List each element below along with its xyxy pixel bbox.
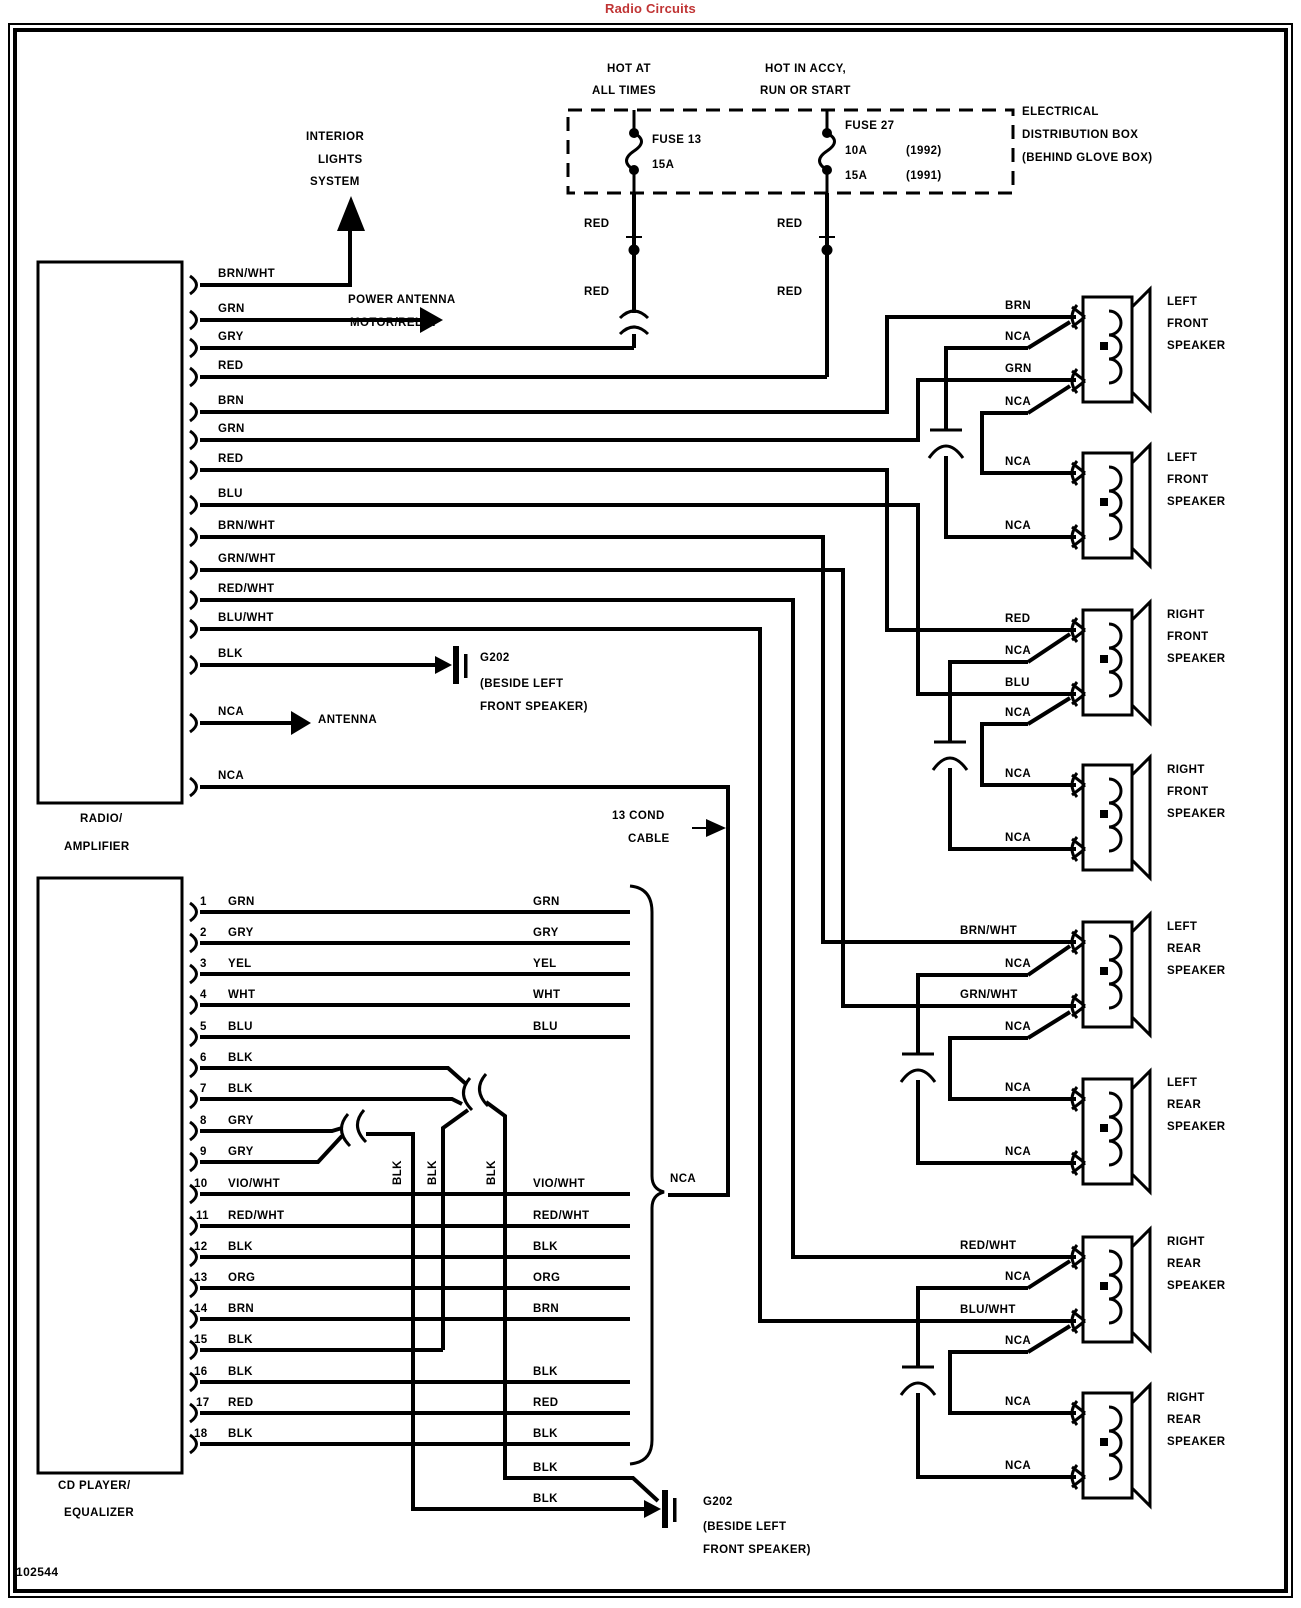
speaker-wire-color: RED: [1005, 613, 1031, 625]
power-antenna-label: MOTOR/RELAY: [350, 317, 439, 329]
hot-at-all-times-label: HOT AT: [607, 63, 651, 75]
cd-player-label: CD PLAYER/: [58, 1480, 131, 1492]
left-rear-speaker-2-icon: [1072, 1071, 1150, 1192]
speaker-label: FRONT: [1167, 786, 1209, 798]
speaker-wire-color: NCA: [1005, 331, 1032, 343]
right-front-speaker-2-icon: [1072, 757, 1150, 878]
antenna-label: ANTENNA: [318, 714, 378, 726]
inline-connector-icon: [901, 1367, 935, 1395]
speaker-label: SPEAKER: [1167, 965, 1226, 977]
g202-ground-icon: [435, 646, 468, 684]
speaker-label: FRONT: [1167, 474, 1209, 486]
radio-wire-color: BRN/WHT: [218, 520, 276, 532]
cable-wire-color: GRY: [533, 927, 559, 939]
cd-pin-number: 14: [194, 1303, 208, 1315]
speaker-label: RIGHT: [1167, 609, 1205, 621]
speaker-label: SPEAKER: [1167, 340, 1226, 352]
interior-lights-arrow-icon: [337, 196, 365, 231]
speaker-wire-color: NCA: [1005, 456, 1032, 468]
inline-connector-icon: [933, 742, 967, 770]
hot-in-accy-label: HOT IN ACCY,: [765, 63, 847, 75]
speaker-wire-color: NCA: [1005, 1146, 1032, 1158]
fuse27-year-1991: (1991): [906, 170, 942, 182]
speaker-wire-color: GRN: [1005, 363, 1032, 375]
cable-wire-color: RED/WHT: [533, 1210, 590, 1222]
cable-color-label: NCA: [670, 1173, 697, 1185]
antenna-arrow-icon: [291, 711, 311, 735]
g202-ground-icon-bottom: [644, 1490, 677, 1528]
speaker-label: SPEAKER: [1167, 1436, 1226, 1448]
distribution-box-label: DISTRIBUTION BOX: [1022, 129, 1139, 141]
page-title: Radio Circuits: [605, 1, 696, 16]
speaker-wire-color: BLU/WHT: [960, 1304, 1016, 1316]
g202-ground-label: (BESIDE LEFT: [480, 678, 564, 690]
cd-pin-number: 9: [200, 1146, 207, 1158]
power-antenna-label: POWER ANTENNA: [348, 294, 456, 306]
speaker-label: LEFT: [1167, 452, 1198, 464]
speaker-label: RIGHT: [1167, 1392, 1205, 1404]
speaker-label: SPEAKER: [1167, 1280, 1226, 1292]
speaker-label: FRONT: [1167, 318, 1209, 330]
cd-pin-number: 15: [194, 1334, 208, 1346]
speaker-wire-color: NCA: [1005, 1460, 1032, 1472]
fuse27-year-1992: (1992): [906, 145, 942, 157]
fuse27-wire-color: RED: [777, 218, 803, 230]
cable-arrow-icon: [692, 819, 726, 837]
interior-lights-label: SYSTEM: [310, 176, 360, 188]
fuse13-wire-color: RED: [584, 218, 610, 230]
speaker-wire-color: NCA: [1005, 1335, 1032, 1347]
inline-connector-icon: [929, 430, 963, 458]
right-front-speaker-1-icon: [1072, 602, 1150, 723]
ground-wire-color-vertical: BLK: [427, 1160, 439, 1185]
speaker-label: REAR: [1167, 1414, 1202, 1426]
cd-pin-number: 1: [200, 896, 207, 908]
speaker-label: REAR: [1167, 1099, 1202, 1111]
speaker-wire-color: NCA: [1005, 1396, 1032, 1408]
cd-wire-color: GRN: [228, 896, 255, 908]
cd-player-label: EQUALIZER: [64, 1507, 135, 1519]
cd-wire-color: ORG: [228, 1272, 256, 1284]
cable-wire-color: BRN: [533, 1303, 560, 1315]
fuse13-label: FUSE 13: [652, 134, 702, 146]
right-rear-speaker-1-icon: [1072, 1229, 1150, 1350]
cd-wire-color: BLK: [228, 1083, 253, 1095]
cd-wire-color: BRN: [228, 1303, 255, 1315]
radio-amplifier-box: [38, 262, 182, 803]
radio-wire-color: RED: [218, 360, 244, 372]
cd-pin-number: 3: [200, 958, 207, 970]
speaker-label: SPEAKER: [1167, 808, 1226, 820]
cable-brace: [630, 886, 664, 1464]
cd-wire-color: RED/WHT: [228, 1210, 285, 1222]
speaker-label: RIGHT: [1167, 764, 1205, 776]
fuse27-wire-color: RED: [777, 286, 803, 298]
g202-ground-label-bottom: G202: [703, 1496, 733, 1508]
speaker-wire-color: BRN/WHT: [960, 925, 1018, 937]
ground-wire-color-vertical: BLK: [486, 1160, 498, 1185]
speaker-label: RIGHT: [1167, 1236, 1205, 1248]
cd-wire-color: BLK: [228, 1241, 253, 1253]
speaker-wire-color: NCA: [1005, 958, 1032, 970]
speaker-wire-color: NCA: [1005, 768, 1032, 780]
distribution-box-label: ELECTRICAL: [1022, 106, 1099, 118]
speaker-label: LEFT: [1167, 296, 1198, 308]
cd-pin-number: 18: [194, 1428, 208, 1440]
interior-lights-label: LIGHTS: [318, 154, 363, 166]
g202-ground-label-bottom: (BESIDE LEFT: [703, 1521, 787, 1533]
cd-pin-number: 17: [196, 1397, 210, 1409]
cd-wire-color: GRY: [228, 1146, 254, 1158]
interior-lights-label: INTERIOR: [306, 131, 365, 143]
cd-wire-color: BLK: [228, 1052, 253, 1064]
cable-wire-color: BLK: [533, 1428, 558, 1440]
cd-wire-color: VIO/WHT: [228, 1178, 280, 1190]
speaker-wire-color: BLU: [1005, 677, 1030, 689]
fuse13-rating: 15A: [652, 159, 675, 171]
left-front-speaker-1-icon: [1072, 289, 1150, 410]
speaker-wire-color: NCA: [1005, 1021, 1032, 1033]
cd-pin-number: 7: [200, 1083, 207, 1095]
cable-wire-color: ORG: [533, 1272, 561, 1284]
radio-wire-color: GRN: [218, 303, 245, 315]
speaker-wire-color: NCA: [1005, 832, 1032, 844]
cable-wire-color: BLK: [533, 1241, 558, 1253]
radio-wire-color: RED: [218, 453, 244, 465]
cd-wire-color: WHT: [228, 989, 256, 1001]
cable-wire-color: WHT: [533, 989, 561, 1001]
radio-wire-color: BLK: [218, 648, 243, 660]
fuse27-rating-1991: 15A: [845, 170, 868, 182]
radio-wire-color: BRN/WHT: [218, 268, 276, 280]
hot-in-accy-label: RUN OR START: [760, 85, 851, 97]
fuse-feed-wires: [620, 193, 835, 377]
cd-pin-number: 5: [200, 1021, 207, 1033]
cd-pin-number: 8: [200, 1115, 207, 1127]
cd-pin-number: 2: [200, 927, 207, 939]
right-rear-speaker-2-icon: [1072, 1385, 1150, 1506]
cable-label: 13 COND: [612, 810, 665, 822]
speaker-wire-color: NCA: [1005, 396, 1032, 408]
cd-wire-color: GRY: [228, 927, 254, 939]
speaker-label: SPEAKER: [1167, 1121, 1226, 1133]
cd-pin-number: 12: [194, 1241, 208, 1253]
radio-wire-color: GRN/WHT: [218, 553, 276, 565]
speaker-wire-color: NCA: [1005, 707, 1032, 719]
cd-wire-color: BLK: [228, 1366, 253, 1378]
radio-wire-color: BRN: [218, 395, 245, 407]
cd-pin-number: 16: [194, 1366, 208, 1378]
speaker-label: SPEAKER: [1167, 653, 1226, 665]
ground-wire-color-vertical: BLK: [392, 1160, 404, 1185]
cable-label: CABLE: [628, 833, 670, 845]
speaker-label: SPEAKER: [1167, 496, 1226, 508]
speaker-wire-color: NCA: [1005, 520, 1032, 532]
cd-wire-color: RED: [228, 1397, 254, 1409]
cd-pin-number: 13: [194, 1272, 208, 1284]
fuse13-wire-color: RED: [584, 286, 610, 298]
fuse-27-symbol: [820, 110, 835, 193]
radio-wire-color: NCA: [218, 770, 245, 782]
speaker-label: REAR: [1167, 943, 1202, 955]
cd-wire-color: BLK: [228, 1428, 253, 1440]
radio-wire-color: GRN: [218, 423, 245, 435]
g202-ground-label: FRONT SPEAKER): [480, 701, 588, 713]
cable-wire-color: BLU: [533, 1021, 558, 1033]
cable-wire-color: GRN: [533, 896, 560, 908]
radio-wire-color: BLU: [218, 488, 243, 500]
cd-wire-color: BLU: [228, 1021, 253, 1033]
cd-pin-number: 6: [200, 1052, 207, 1064]
radio-wire-color: NCA: [218, 706, 245, 718]
fuse-13-symbol: [627, 110, 642, 193]
g202-ground-label: G202: [480, 652, 510, 664]
speaker-wire-color: NCA: [1005, 645, 1032, 657]
hot-at-all-times-label: ALL TIMES: [592, 85, 657, 97]
cable-wire-color: BLK: [533, 1366, 558, 1378]
left-rear-speaker-1-icon: [1072, 914, 1150, 1035]
ground-wire-color: BLK: [533, 1462, 558, 1474]
cd-pin-number: 11: [196, 1210, 209, 1222]
radio-amplifier-label: RADIO/: [80, 813, 123, 825]
cd-pin-number: 4: [200, 989, 207, 1001]
g202-ground-label-bottom: FRONT SPEAKER): [703, 1544, 811, 1556]
speaker-wire-color: NCA: [1005, 1082, 1032, 1094]
cd-wire-color: YEL: [228, 958, 252, 970]
inline-connector-icon: [901, 1054, 935, 1082]
cable-wire-color: RED: [533, 1397, 559, 1409]
cable-wire-color: YEL: [533, 958, 557, 970]
speaker-wire-color: RED/WHT: [960, 1240, 1017, 1252]
speaker-label: LEFT: [1167, 921, 1198, 933]
radio-amplifier-label: AMPLIFIER: [64, 841, 130, 853]
speaker-label: FRONT: [1167, 631, 1209, 643]
fuse27-label: FUSE 27: [845, 120, 895, 132]
speaker-label: LEFT: [1167, 1077, 1198, 1089]
radio-wire-color: BLU/WHT: [218, 612, 274, 624]
speaker-wire-color: GRN/WHT: [960, 989, 1018, 1001]
inline-connector-icon: [463, 1074, 488, 1110]
radio-wire-color: GRY: [218, 331, 244, 343]
inline-connector-icon: [620, 311, 648, 334]
speaker-wire-color: BRN: [1005, 300, 1032, 312]
radio-wire-color: RED/WHT: [218, 583, 275, 595]
cd-wire-color: BLK: [228, 1334, 253, 1346]
inline-connector-icon: [341, 1110, 366, 1146]
fuse27-rating-1992: 10A: [845, 145, 868, 157]
cd-pin-number: 10: [194, 1178, 208, 1190]
speaker-wire-color: NCA: [1005, 1271, 1032, 1283]
ground-wire-color: BLK: [533, 1493, 558, 1505]
cd-player-box: [38, 878, 182, 1473]
sheet-number: 102544: [16, 1565, 59, 1579]
cd-wire-color: GRY: [228, 1115, 254, 1127]
left-front-speaker-2-icon: [1072, 445, 1150, 566]
distribution-box-label: (BEHIND GLOVE BOX): [1022, 152, 1153, 164]
speaker-label: REAR: [1167, 1258, 1202, 1270]
cable-wire-color: VIO/WHT: [533, 1178, 585, 1190]
